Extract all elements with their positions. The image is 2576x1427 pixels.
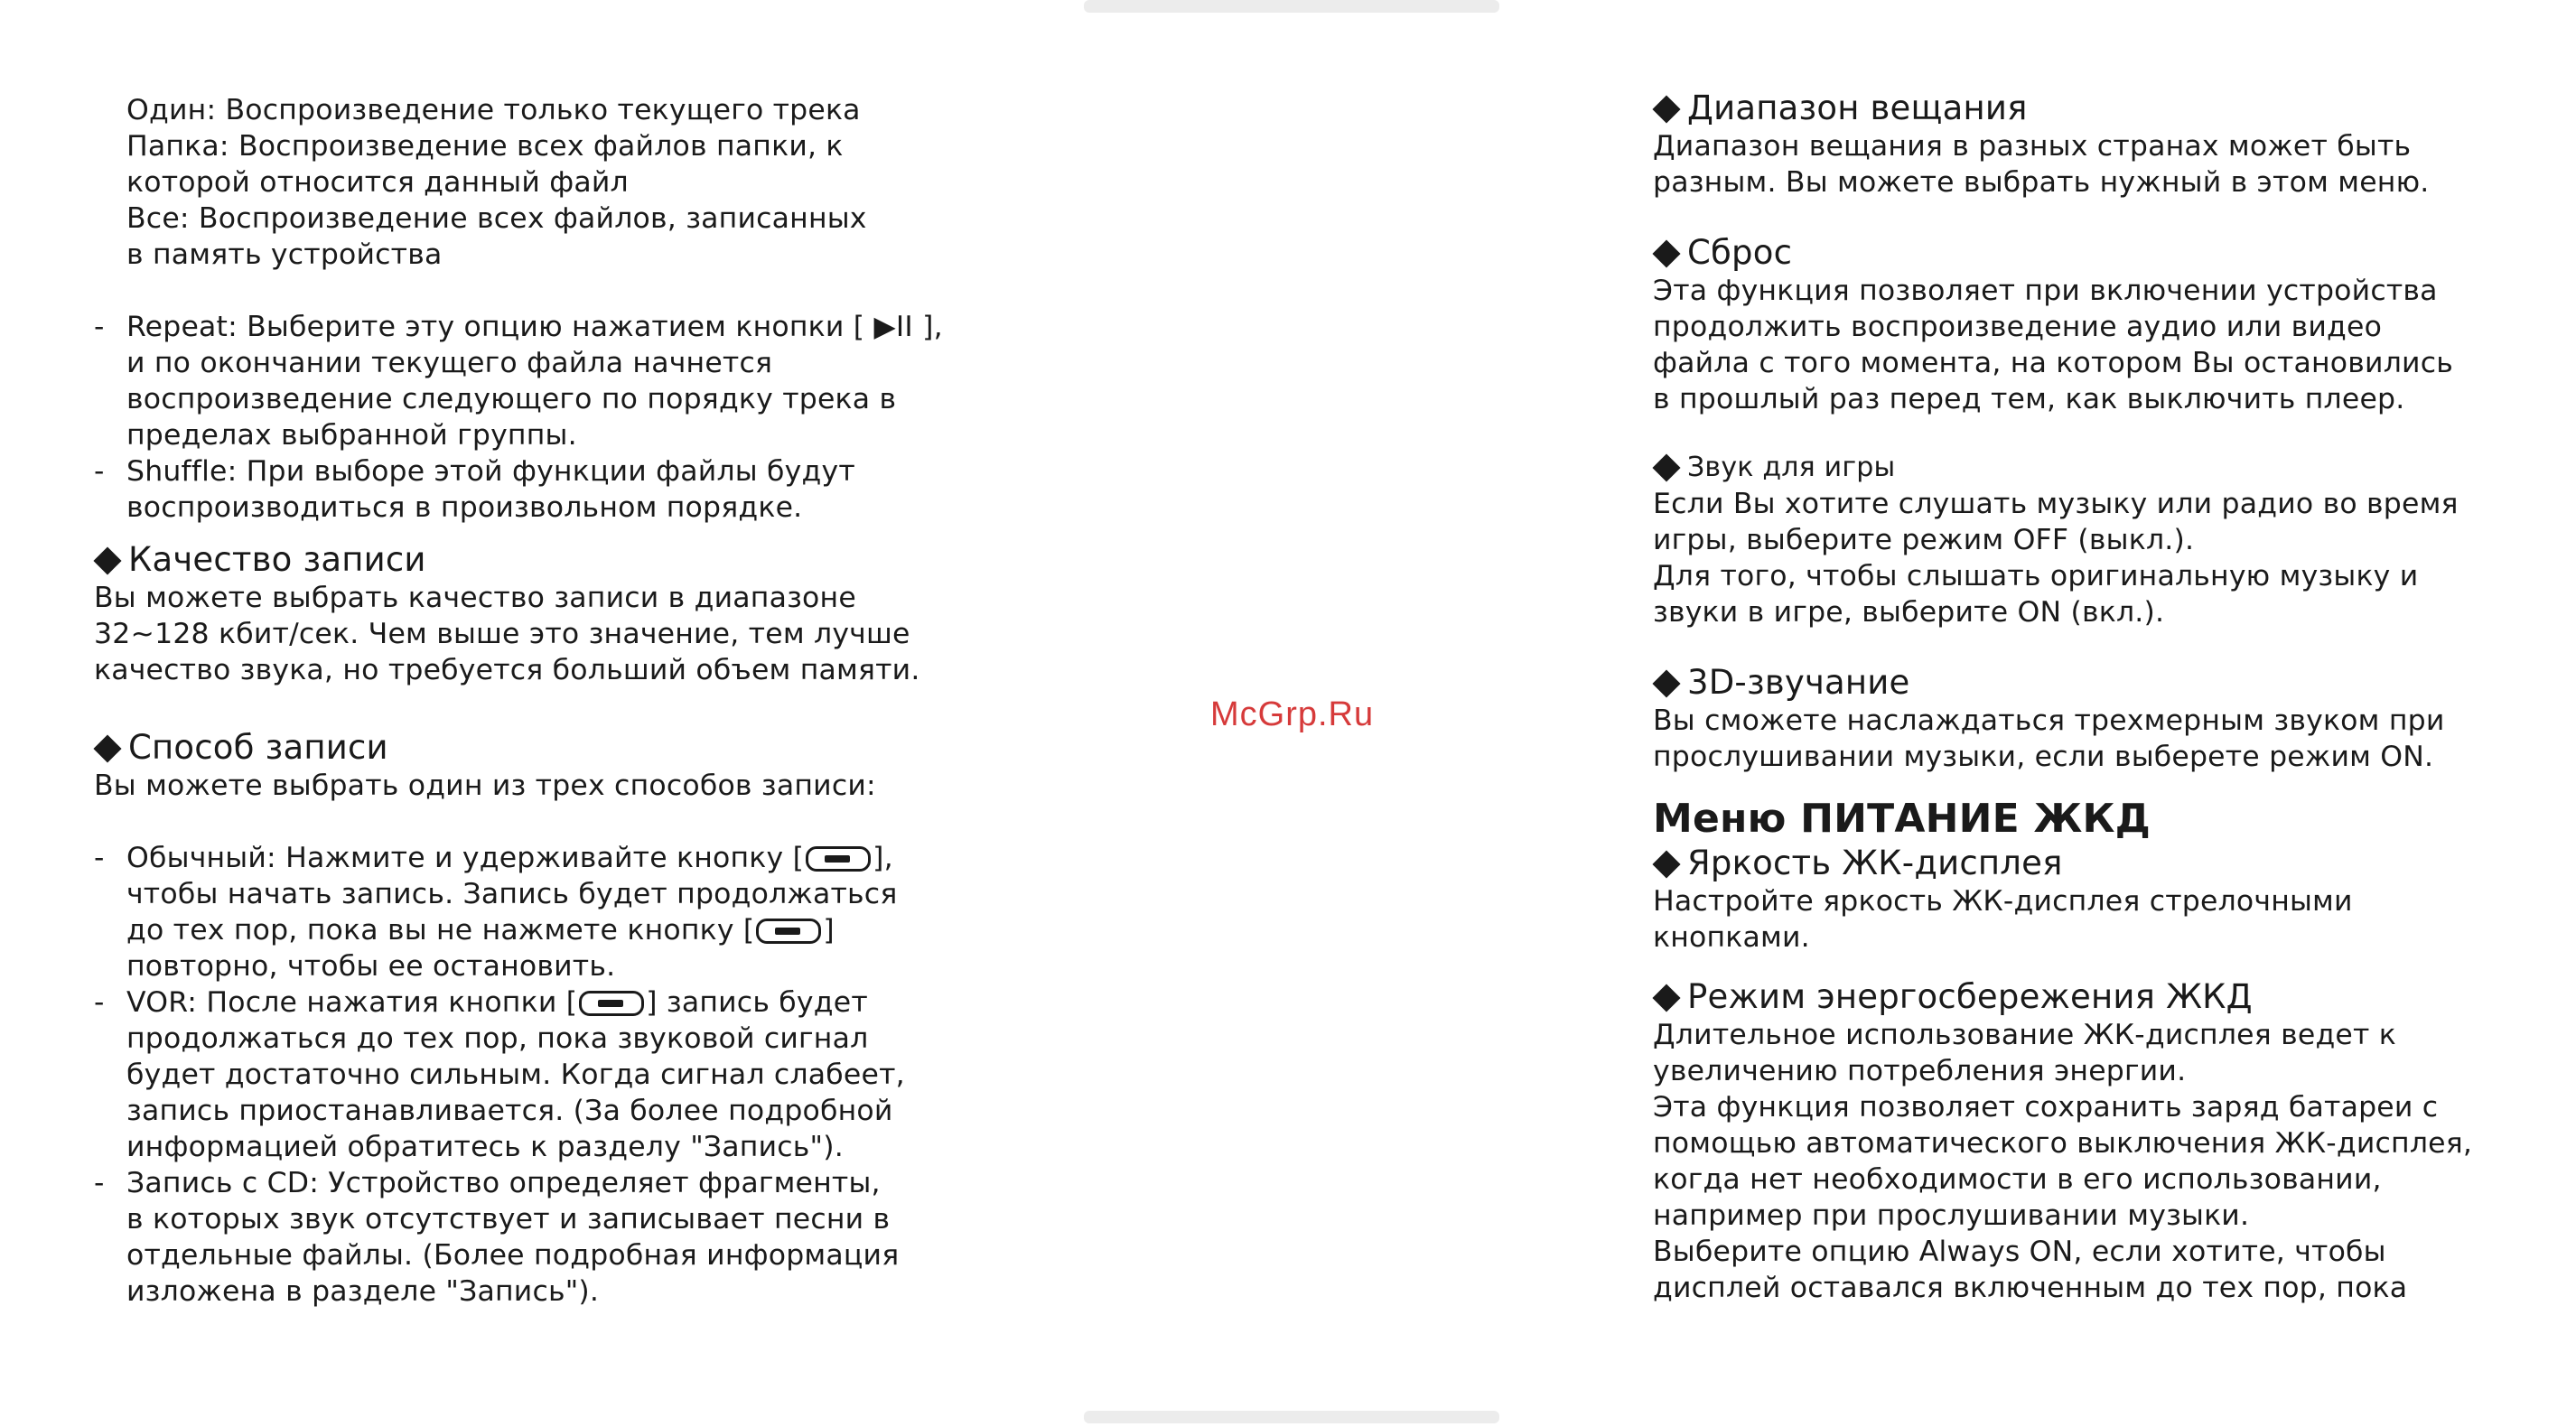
diamond-bullet-icon [1652,984,1680,1012]
text-line: Вы можете выбрать качество записи в диапазоне [94,582,856,614]
text-line: дисплей оставался включенным до тех пор, пока [1653,1272,2408,1304]
diamond-bullet-icon [1652,850,1680,878]
text-line: Эта функция позволяет при включении устройства [1653,275,2438,307]
section-heading: Диапазон вещания [1653,89,2028,128]
text-line: Все: Воспроизведение всех файлов, записанных [126,202,867,235]
text-line: в которых звук отсутствует и записывает песни в [126,1203,891,1236]
text-line: Папка: Воспроизведение всех файлов папки, к [126,130,844,163]
rec-button-icon [579,991,644,1016]
text-line: будет достаточно сильным. Когда сигнал слабеет, [126,1059,905,1091]
text-line: и по окончании текущего файла начнется [126,347,773,379]
section-heading: 3D-звучание [1653,663,1910,703]
diamond-bullet-icon [1652,669,1680,697]
text-line: Shuffle: При выборе этой функции файлы будут [126,455,855,488]
section-heading: Способ записи [94,728,388,768]
text-line: помощью автоматического выключения ЖК-дисплея, [1653,1127,2473,1160]
faded-footer-mark [1084,1411,1499,1423]
text-line: Для того, чтобы слышать оригинальную музыку и [1653,560,2419,592]
text-line: Один: Воспроизведение только текущего трека [126,94,861,126]
text-line: звуки в игре, выберите ON (вкл.). [1653,596,2165,629]
text-line: VOR: После нажатия кнопки [ ] запись будет [126,986,868,1019]
text-line: отдельные файлы. (Более подробная информация [126,1239,900,1272]
section-heading: Качество записи [94,540,426,580]
text-line: воспроизводиться в произвольном порядке. [126,491,803,524]
text-line: Если Вы хотите слушать музыку или радио во время [1653,488,2459,520]
text-line: в память устройства [126,238,443,271]
section-heading: Режим энергосбережения ЖКД [1653,977,2253,1017]
rec-button-icon [806,846,871,872]
text-line: продолжаться до тех пор, пока звуковой сигнал [126,1022,869,1055]
text-line: игры, выберите режим OFF (выкл.). [1653,524,2195,556]
text-line: информацией обратитесь к разделу "Запись"). [126,1131,844,1163]
watermark: McGrp.Ru [1210,695,1375,733]
text-line: повторно, чтобы ее остановить. [126,950,616,983]
text-line: Диапазон вещания в разных странах может быть [1653,130,2412,163]
section-heading: Звук для игры [1653,450,1895,486]
text-line: Вы сможете наслаждаться трехмерным звуком при [1653,704,2445,737]
text-line: файла с того момента, на котором Вы остановились [1653,347,2454,379]
diamond-bullet-icon [1652,239,1680,267]
diamond-bullet-icon [1652,95,1680,123]
text-line: когда нет необходимости в его использовании, [1653,1163,2382,1196]
text-line: Выберите опцию Always ON, если хотите, чтобы [1653,1236,2386,1268]
list-dash: - [94,311,105,343]
text-line: в прошлый раз перед тем, как выключить плеер. [1653,383,2405,415]
section-heading: Яркость ЖК-дисплея [1653,844,2063,883]
rec-button-icon [756,919,821,944]
diamond-bullet-icon [1652,453,1680,481]
list-dash: - [94,1167,105,1199]
text-line: прослушивании музыки, если выберете режим ON. [1653,741,2434,773]
faded-header-mark [1084,0,1499,13]
text-line: 32~128 кбит/сек. Чем выше это значение, тем лучше [94,618,910,650]
list-dash: - [94,986,105,1019]
list-dash: - [94,842,105,874]
text-line: Эта функция позволяет сохранить заряд батареи с [1653,1091,2439,1124]
text-line: увеличению потребления энергии. [1653,1055,2187,1087]
text-line: Вы можете выбрать один из трех способов записи: [94,769,876,802]
text-line: воспроизведение следующего по порядку трека в [126,383,897,415]
text-line: например при прослушивании музыки. [1653,1199,2250,1232]
text-line: Запись с CD: Устройство определяет фрагменты, [126,1167,881,1199]
text-line: чтобы начать запись. Запись будет продолжаться [126,878,898,910]
text-line: качество звука, но требуется больший объем памяти. [94,654,920,686]
text-line: изложена в разделе "Запись"). [126,1275,600,1308]
section-heading: Сброс [1653,233,1792,273]
text-line: Длительное использование ЖК-дисплея ведет к [1653,1019,2397,1051]
text-line: Repeat: Выберите эту опцию нажатием кнопки [ ▶II ], [126,311,943,343]
diamond-bullet-icon [93,734,121,762]
text-line: разным. Вы можете выбрать нужный в этом меню. [1653,166,2430,199]
text-line: Обычный: Нажмите и удерживайте кнопку [ ], [126,842,893,874]
menu-heading: Меню ПИТАНИЕ ЖКД [1653,796,2151,842]
diamond-bullet-icon [93,546,121,574]
text-line: запись приостанавливается. (За более подробной [126,1095,893,1127]
list-dash: - [94,455,105,488]
text-line: продолжить воспроизведение аудио или видео [1653,311,2383,343]
text-line: Настройте яркость ЖК-дисплея стрелочными [1653,885,2353,918]
text-line: кнопками. [1653,921,1810,954]
text-line: которой относится данный файл [126,166,629,199]
text-line: пределах выбранной группы. [126,419,577,452]
text-line: до тех пор, пока вы не нажмете кнопку [ ] [126,914,835,947]
